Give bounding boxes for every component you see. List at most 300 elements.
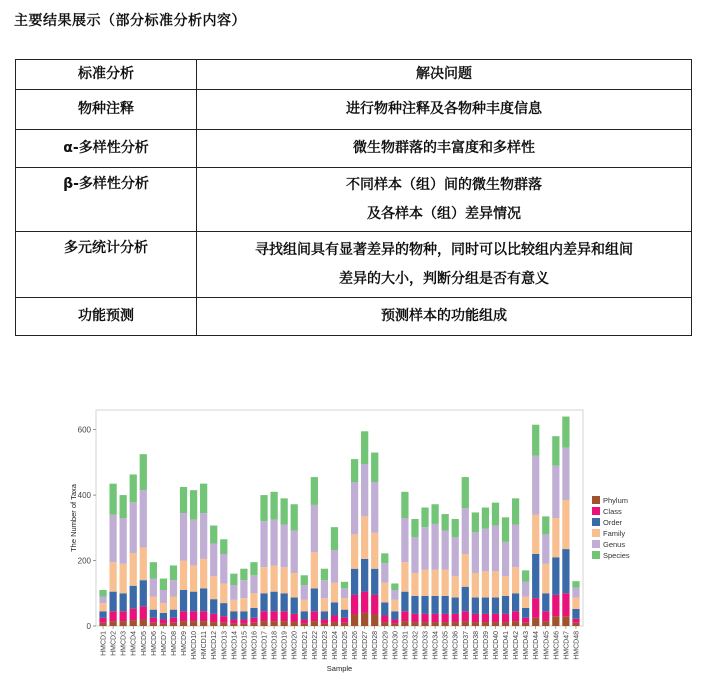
bar-segment-phylum [301, 623, 308, 626]
bar-segment-species [260, 495, 267, 521]
bar-segment-phylum [391, 623, 398, 626]
bar-segment-genus [109, 515, 116, 562]
bar-segment-genus [291, 530, 298, 573]
x-tick-label: HMCD41 [503, 631, 511, 660]
bar-segment-genus [512, 525, 519, 568]
bar-segment-class [321, 619, 328, 623]
bar-segment-family [130, 553, 137, 586]
bar-segment-species [140, 454, 147, 490]
bar-segment-species [99, 590, 106, 597]
bar-segment-family [250, 593, 257, 608]
bar-segment-order [230, 611, 237, 619]
row-name: 物种注释 [16, 90, 197, 130]
bar-segment-genus [240, 580, 247, 598]
x-tick-label: HMCD39 [482, 631, 490, 660]
bar-segment-order [391, 611, 398, 619]
bar-segment-species [411, 519, 418, 537]
bar-segment-family [160, 603, 167, 613]
bar-segment-species [130, 474, 137, 502]
bar-segment-class [542, 611, 549, 621]
bar-segment-phylum [210, 622, 217, 626]
bar-segment-order [270, 592, 277, 612]
bar-segment-family [421, 570, 428, 596]
bar-segment-order [361, 559, 368, 592]
bar-segment-family [562, 500, 569, 549]
bar-segment-phylum [321, 623, 328, 626]
bar-segment-class [472, 614, 479, 622]
bar-segment-species [230, 574, 237, 585]
bar-segment-species [220, 539, 227, 554]
bar-segment-species [180, 487, 187, 513]
bar-segment-genus [401, 518, 408, 562]
bar-segment-phylum [190, 621, 197, 626]
bar-segment-family [431, 570, 438, 596]
bar-segment-phylum [351, 615, 358, 626]
bar-segment-order [170, 610, 177, 618]
bar-segment-species [341, 582, 348, 589]
bar-segment-order [512, 593, 519, 611]
bar-segment-phylum [250, 623, 257, 626]
bar-segment-species [472, 512, 479, 532]
bar-segment-species [109, 484, 116, 515]
row-name: β-多样性分析 [16, 168, 197, 232]
bar-segment-species [522, 570, 529, 581]
row-name: α-多样性分析 [16, 130, 197, 168]
bar-segment-genus [321, 580, 328, 598]
x-tick-label: HMCD2 [110, 631, 118, 656]
bar-segment-species [250, 562, 257, 575]
bar-segment-order [492, 598, 499, 614]
bar-segment-phylum [331, 622, 338, 626]
bar-segment-phylum [260, 621, 267, 626]
bar-segment-phylum [502, 622, 509, 626]
bar-segment-genus [120, 518, 127, 564]
bar-segment-species [381, 553, 388, 563]
bar-segment-class [230, 619, 237, 623]
row-name: 多元统计分析 [16, 232, 197, 298]
x-tick-label: HMCD13 [221, 631, 229, 660]
x-tick-label: HMCD7 [160, 631, 168, 656]
bar-segment-class [381, 616, 388, 623]
bar-segment-order [462, 587, 469, 612]
bar-segment-family [381, 583, 388, 603]
bar-segment-genus [130, 502, 137, 553]
header-problem-solved: 解决问题 [197, 60, 692, 90]
bar-segment-species [281, 498, 288, 524]
bar-segment-class [281, 611, 288, 621]
bar-segment-class [99, 618, 106, 623]
bar-segment-class [431, 614, 438, 622]
legend-label: Species [603, 551, 630, 560]
bar-segment-phylum [482, 622, 489, 626]
bar-segment-genus [301, 585, 308, 600]
bar-segment-species [160, 579, 167, 590]
bar-segment-class [411, 614, 418, 622]
x-tick-label: HMCD18 [271, 631, 279, 660]
bar-segment-genus [230, 585, 237, 600]
bar-segment-order [421, 596, 428, 614]
bar-segment-species [442, 514, 449, 530]
y-tick-label: 400 [77, 491, 91, 501]
bar-segment-order [411, 596, 418, 614]
legend-label: Class [603, 507, 622, 516]
x-tick-label: HMCD31 [402, 631, 410, 660]
bar-segment-genus [502, 542, 509, 576]
bar-segment-class [512, 611, 519, 621]
bar-segment-order [431, 596, 438, 614]
bar-segment-class [291, 614, 298, 622]
bar-segment-species [270, 492, 277, 520]
bar-segment-class [160, 619, 167, 623]
table-header-row [16, 60, 692, 90]
bar-segment-phylum [452, 622, 459, 626]
bar-segment-class [180, 611, 187, 621]
bar-segment-phylum [270, 621, 277, 626]
bar-segment-order [562, 549, 569, 593]
bar-segment-species [542, 516, 549, 534]
bar-segment-order [250, 608, 257, 618]
bar-segment-family [351, 534, 358, 568]
bar-segment-phylum [311, 621, 318, 626]
x-tick-label: HMCD44 [533, 631, 541, 660]
bar-segment-order [210, 599, 217, 614]
bar-segment-family [482, 571, 489, 597]
bar-segment-order [140, 580, 147, 606]
bar-segment-class [130, 609, 137, 620]
taxa-chart-svg [68, 408, 668, 674]
bar-segment-species [120, 495, 127, 518]
x-tick-label: HMCD12 [211, 631, 219, 660]
bar-segment-family [341, 598, 348, 609]
table-row [16, 130, 692, 168]
bar-segment-class [462, 611, 469, 621]
page-title: 主要结果展示（部分标准分析内容） [14, 13, 246, 29]
bar-segment-phylum [381, 622, 388, 626]
bar-segment-phylum [220, 623, 227, 626]
bar-segment-phylum [492, 622, 499, 626]
bar-segment-species [331, 527, 338, 550]
bar-segment-order [532, 554, 539, 598]
bar-segment-class [502, 614, 509, 622]
bar-segment-family [472, 573, 479, 598]
table-row [16, 232, 692, 298]
bar-segment-genus [311, 505, 318, 552]
bar-segment-species [391, 583, 398, 590]
x-tick-label: HMCD3 [120, 631, 128, 656]
bar-segment-phylum [401, 621, 408, 626]
bar-segment-phylum [472, 622, 479, 626]
bar-segment-genus [351, 482, 358, 534]
bar-segment-genus [552, 466, 559, 518]
bar-segment-family [150, 597, 157, 610]
analysis-table [15, 59, 692, 336]
bar-segment-phylum [522, 623, 529, 626]
bar-segment-order [301, 611, 308, 619]
x-tick-label: HMCD43 [523, 631, 531, 660]
bar-segment-genus [281, 525, 288, 568]
bar-segment-order [150, 610, 157, 618]
bar-segment-order [200, 588, 207, 611]
bar-segment-class [401, 611, 408, 621]
bar-segment-genus [411, 537, 418, 573]
row-desc-line: 及各样本（组）差异情况 [367, 205, 521, 222]
bar-segment-order [371, 569, 378, 595]
bar-segment-phylum [130, 620, 137, 626]
bar-segment-genus [210, 544, 217, 577]
bar-segment-phylum [170, 623, 177, 626]
row-desc-line: 不同样本（组）间的微生物群落 [346, 176, 542, 193]
bar-segment-family [301, 600, 308, 611]
bar-segment-family [442, 570, 449, 596]
bar-segment-class [572, 619, 579, 623]
bar-segment-family [321, 598, 328, 611]
bar-segment-phylum [120, 621, 127, 626]
bar-segment-genus [462, 508, 469, 554]
x-tick-label: HMCD38 [472, 631, 480, 660]
bar-segment-class [140, 606, 147, 619]
bar-segment-genus [180, 513, 187, 560]
bar-segment-family [190, 565, 197, 591]
y-tick-label: 0 [86, 622, 91, 631]
bar-segment-order [260, 593, 267, 611]
bar-segment-class [492, 614, 499, 622]
bar-segment-species [421, 508, 428, 528]
bar-segment-genus [260, 521, 267, 567]
x-tick-label: HMCD37 [462, 631, 470, 660]
bar-segment-order [401, 592, 408, 612]
bar-segment-family [281, 567, 288, 593]
bar-segment-genus [572, 588, 579, 598]
row-desc: 预测样本的功能组成 [197, 298, 692, 336]
x-tick-label: HMCD10 [191, 631, 199, 660]
bar-segment-genus [482, 529, 489, 572]
bar-segment-phylum [431, 622, 438, 626]
bar-segment-class [452, 614, 459, 622]
bar-segment-class [150, 618, 157, 623]
bar-segment-family [311, 552, 318, 588]
bar-segment-species [150, 562, 157, 578]
bar-segment-phylum [341, 623, 348, 626]
x-tick-label: HMCD45 [543, 631, 551, 660]
bar-segment-class [270, 611, 277, 621]
x-tick-label: HMCD14 [231, 631, 239, 660]
row-desc [197, 232, 692, 298]
bar-segment-order [109, 592, 116, 612]
x-tick-label: HMCD8 [170, 631, 178, 656]
x-tick-label: HMCD17 [261, 631, 269, 660]
x-tick-label: HMCD34 [432, 631, 440, 660]
bar-segment-order [240, 611, 247, 619]
bar-segment-class [532, 598, 539, 618]
bar-segment-class [240, 619, 247, 623]
bar-segment-class [421, 614, 428, 622]
bar-segment-phylum [532, 618, 539, 626]
x-tick-label: HMCD9 [181, 631, 189, 656]
plot-area [96, 410, 583, 626]
bar-segment-order [99, 611, 106, 618]
x-tick-label: HMCD25 [342, 631, 350, 660]
x-tick-label: HMCD6 [150, 631, 158, 656]
x-tick-label: HMCD23 [321, 631, 329, 660]
bar-segment-species [311, 477, 318, 505]
bar-segment-species [482, 508, 489, 529]
x-tick-label: HMCD20 [291, 631, 299, 660]
bar-segment-genus [220, 554, 227, 583]
bar-segment-order [281, 593, 288, 611]
bar-segment-phylum [150, 623, 157, 626]
bar-segment-family [532, 515, 539, 554]
bar-segment-class [552, 595, 559, 616]
bar-segment-order [452, 598, 459, 614]
bar-segment-order [180, 590, 187, 611]
bar-segment-class [371, 595, 378, 615]
row-desc: 进行物种注释及各物种丰度信息 [197, 90, 692, 130]
y-tick-label: 200 [77, 556, 91, 566]
bar-segment-species [401, 492, 408, 518]
bar-segment-order [572, 609, 579, 619]
bar-segment-order [321, 611, 328, 619]
bar-segment-genus [472, 532, 479, 573]
x-tick-label: HMCD5 [140, 631, 148, 656]
x-tick-label: HMCD27 [362, 631, 370, 660]
bar-segment-phylum [180, 621, 187, 626]
bar-segment-family [552, 518, 559, 557]
row-desc [197, 168, 692, 232]
bar-segment-species [492, 503, 499, 526]
bar-segment-family [331, 583, 338, 603]
x-axis-label: Sample [326, 664, 353, 673]
bar-segment-genus [442, 530, 449, 569]
bar-segment-phylum [109, 621, 116, 626]
bar-segment-species [452, 519, 459, 537]
bar-segment-family [361, 516, 368, 559]
bar-segment-family [371, 533, 378, 569]
bar-segment-family [200, 559, 207, 588]
bar-segment-order [160, 613, 167, 620]
bar-segment-phylum [160, 623, 167, 626]
bar-segment-genus [562, 448, 569, 500]
bar-segment-family [140, 547, 147, 580]
legend-swatch [592, 540, 600, 548]
bar-segment-order [552, 557, 559, 595]
legend-swatch [592, 496, 600, 504]
x-tick-label: HMCD28 [372, 631, 380, 660]
x-tick-label: HMCD4 [130, 631, 138, 656]
x-tick-label: HMCD16 [251, 631, 259, 660]
bar-segment-genus [160, 590, 167, 603]
bar-segment-order [220, 603, 227, 616]
bar-segment-phylum [542, 621, 549, 626]
bar-segment-phylum [572, 623, 579, 626]
bar-segment-genus [150, 579, 157, 597]
bar-segment-order [341, 610, 348, 618]
bar-segment-family [109, 562, 116, 591]
bar-segment-family [120, 564, 127, 593]
bar-segment-genus [250, 575, 257, 593]
bar-segment-species [512, 498, 519, 524]
bar-segment-family [492, 571, 499, 597]
bar-segment-species [562, 417, 569, 448]
legend-swatch [592, 529, 600, 537]
bar-segment-species [190, 490, 197, 519]
bar-segment-phylum [200, 621, 207, 626]
x-tick-label: HMCD21 [301, 631, 309, 660]
bar-segment-phylum [462, 621, 469, 626]
bar-segment-genus [140, 490, 147, 547]
x-tick-label: HMCD40 [492, 631, 500, 660]
row-desc: 微生物群落的丰富度和多样性 [197, 130, 692, 168]
bar-segment-genus [492, 526, 499, 572]
bar-segment-genus [331, 550, 338, 583]
bar-segment-order [331, 602, 338, 615]
taxa-chart [68, 408, 668, 674]
bar-segment-order [502, 596, 509, 614]
bar-segment-genus [431, 524, 438, 570]
bar-segment-class [562, 593, 569, 616]
bar-segment-species [210, 526, 217, 544]
bar-segment-class [109, 611, 116, 621]
bar-segment-family [502, 576, 509, 596]
x-tick-label: HMCD26 [352, 631, 360, 660]
bar-segment-genus [532, 456, 539, 515]
x-tick-label: HMCD42 [513, 631, 521, 660]
bar-segment-order [482, 598, 489, 614]
x-tick-label: HMCD22 [311, 631, 319, 660]
bar-segment-family [291, 573, 298, 598]
bar-segment-phylum [99, 623, 106, 626]
bar-segment-species [572, 581, 579, 588]
x-tick-label: HMCD15 [241, 631, 249, 660]
bar-segment-genus [381, 563, 388, 583]
table-row [16, 90, 692, 130]
bar-segment-family [542, 564, 549, 593]
row-desc-line: 差异的大小，判断分组是否有意义 [339, 270, 549, 287]
bar-segment-phylum [371, 615, 378, 626]
legend-swatch [592, 518, 600, 526]
bar-segment-genus [452, 537, 459, 576]
bar-segment-class [210, 614, 217, 622]
legend-swatch [592, 551, 600, 559]
bar-segment-order [351, 569, 358, 595]
x-tick-label: HMCD35 [442, 631, 450, 660]
bar-segment-species [170, 565, 177, 580]
x-tick-label: HMCD48 [573, 631, 581, 660]
bar-segment-species [462, 477, 469, 508]
bar-segment-family [170, 597, 177, 610]
bar-segment-family [391, 600, 398, 611]
row-name: 功能预测 [16, 298, 197, 336]
y-axis-label: The Number of Taxa [69, 484, 78, 552]
x-tick-label: HMCD11 [201, 631, 209, 660]
bar-segment-phylum [361, 613, 368, 626]
bar-segment-phylum [562, 616, 569, 626]
bar-segment-species [361, 431, 368, 464]
bar-segment-family [572, 598, 579, 609]
bar-segment-order [190, 592, 197, 612]
bar-segment-class [220, 616, 227, 623]
bar-segment-species [502, 517, 509, 542]
bar-segment-class [301, 619, 308, 623]
bar-segment-genus [270, 520, 277, 566]
bar-segment-class [250, 618, 257, 623]
bar-segment-class [391, 619, 398, 623]
x-tick-label: HMCD19 [281, 631, 289, 660]
bar-segment-genus [361, 464, 368, 516]
bar-segment-class [361, 592, 368, 613]
bar-segment-family [270, 565, 277, 591]
bar-segment-family [240, 598, 247, 611]
bar-segment-class [331, 616, 338, 623]
